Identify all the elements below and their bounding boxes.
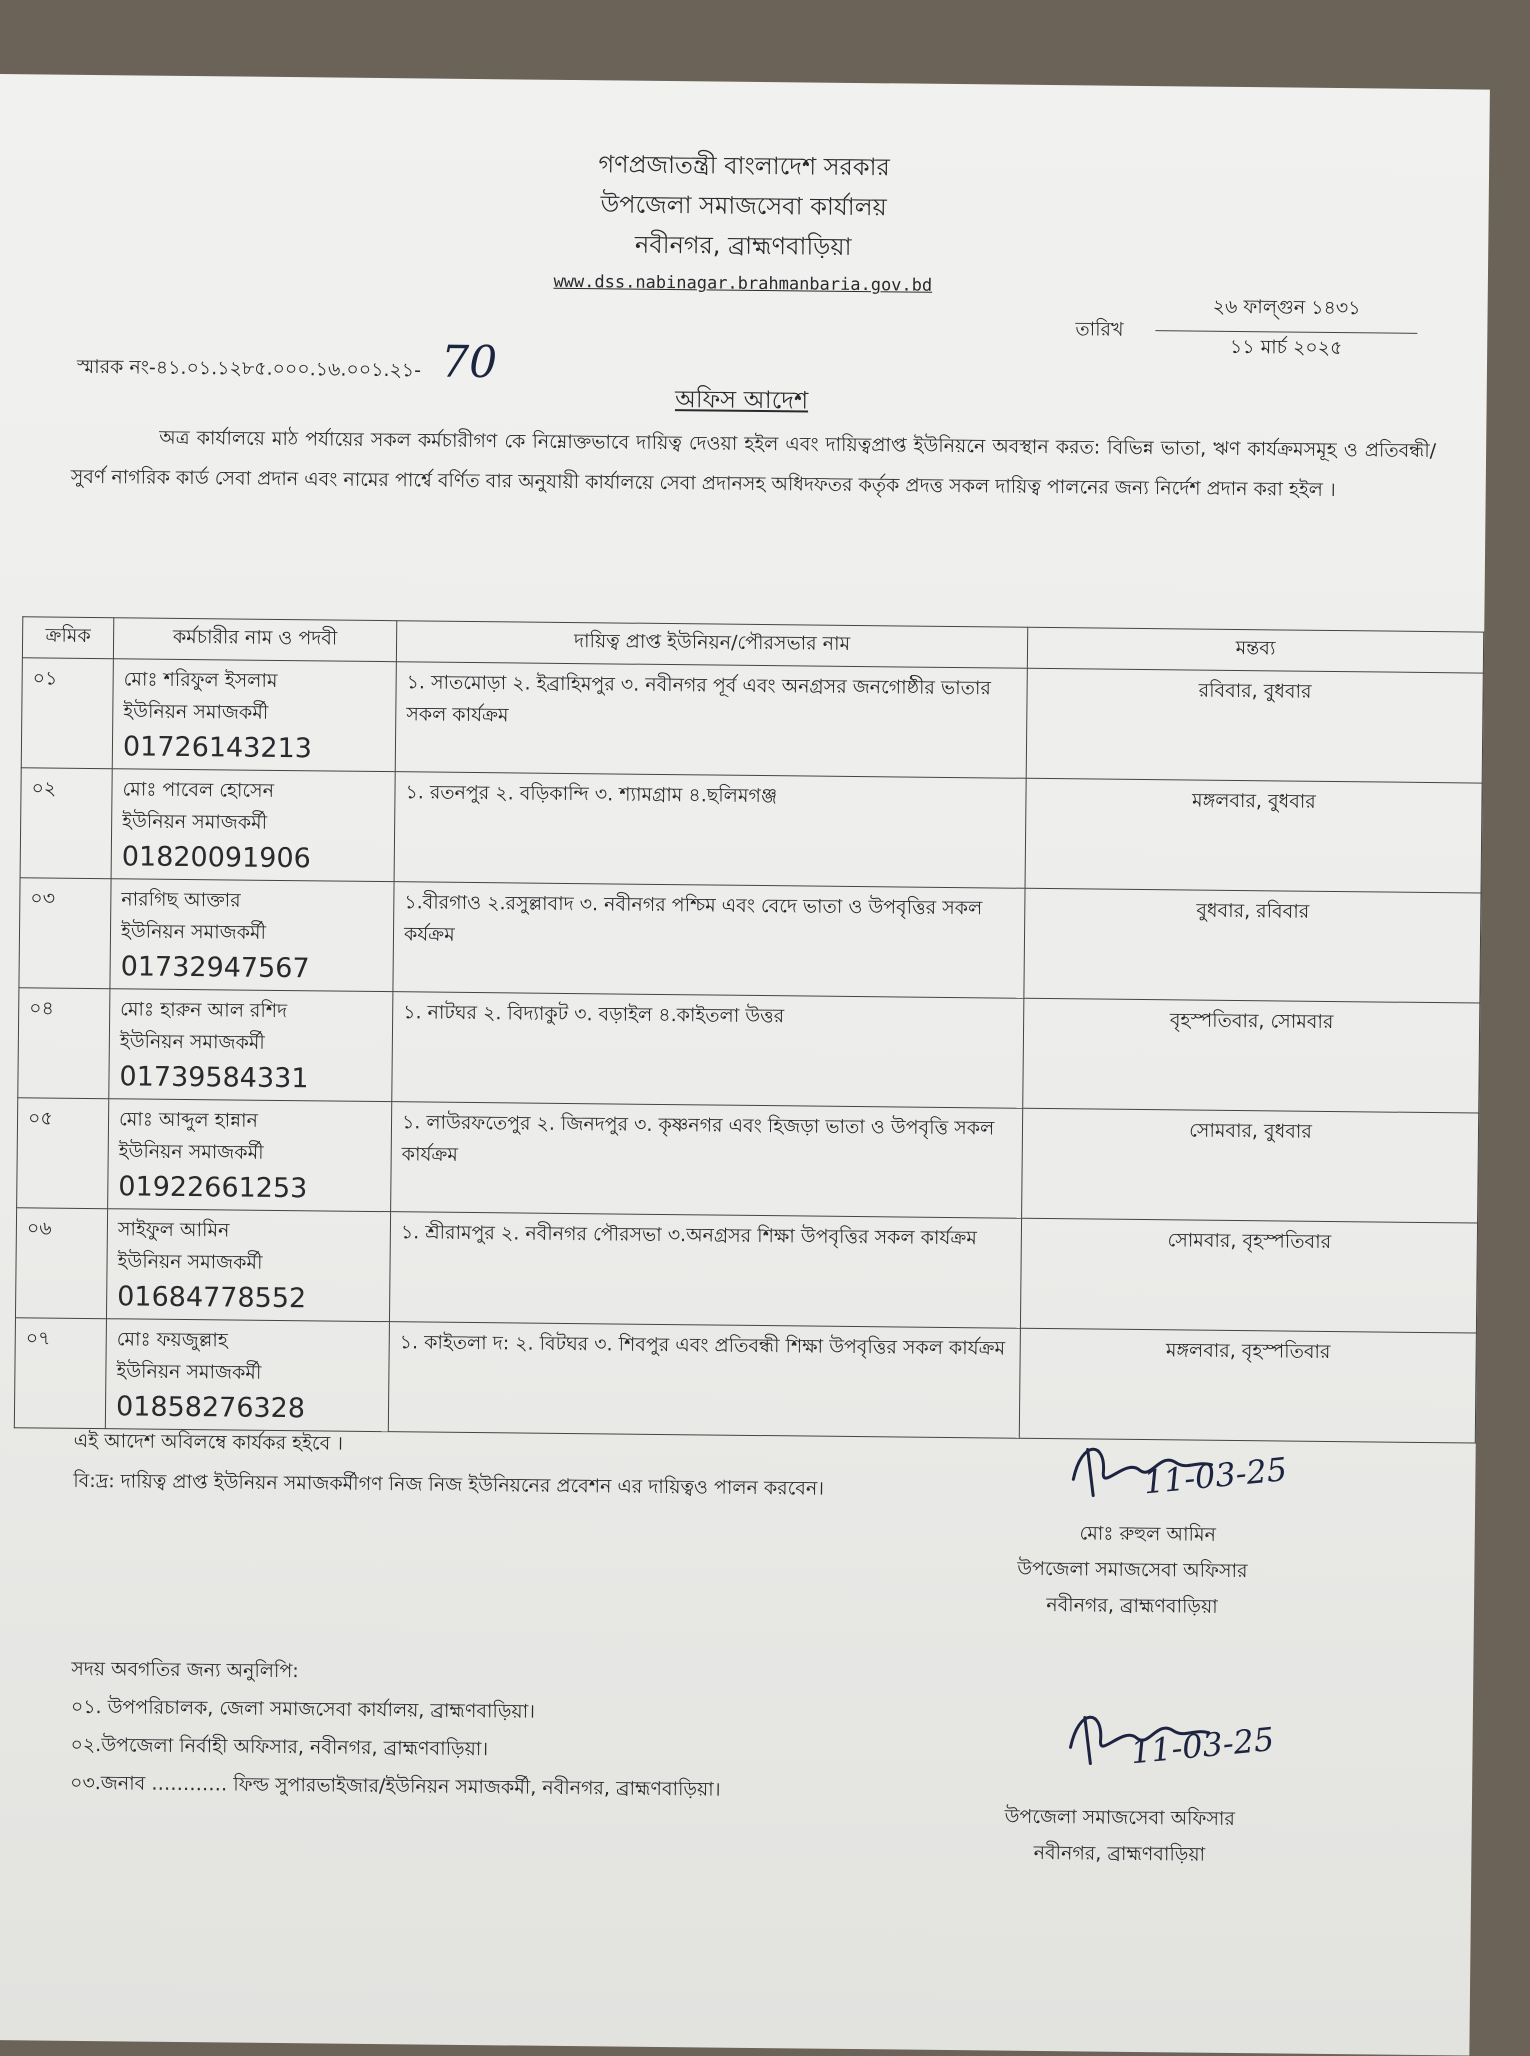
employee-phone: 01739584331 xyxy=(119,1061,309,1095)
table-row xyxy=(15,1208,1477,1333)
serial-cell: ০৭ xyxy=(14,1318,106,1429)
employee-cell xyxy=(112,659,396,772)
employee-designation: ইউনিয়ন সমাজকর্মী xyxy=(118,1140,264,1164)
employee-name: মোঃ হারুন আল রশিদ xyxy=(120,998,288,1023)
employee-phone: 01684778552 xyxy=(117,1281,307,1315)
serial-cell: ০৩ xyxy=(19,878,111,989)
employee-cell xyxy=(111,769,395,882)
table-row xyxy=(19,878,1481,1003)
memo-handwritten-number: 70 xyxy=(440,336,498,389)
col-area: দায়িত্ব প্রাপ্ত ইউনিয়ন/পৌরসভার নাম xyxy=(396,621,1027,669)
employee-name: মোঃ আব্দুল হান্নান xyxy=(118,1108,258,1132)
serial-cell: ০২ xyxy=(20,768,112,879)
assignment-table xyxy=(14,616,1484,1443)
office-name: উপজেলা সমাজসেবা কার্যালয় xyxy=(600,190,887,222)
employee-designation: ইউনিয়ন সমাজকর্মী xyxy=(116,1360,262,1384)
employee-name: মোঃ শরিফুল ইসলাম xyxy=(123,668,278,692)
employee-cell xyxy=(110,879,394,992)
col-name: কর্মচারীর নাম ও পদবী xyxy=(113,618,396,662)
employee-phone: 01820091906 xyxy=(121,841,311,875)
office-order-page xyxy=(0,74,1490,2055)
col-remarks: মন্তব্য xyxy=(1027,627,1483,673)
employee-cell xyxy=(106,1209,390,1322)
date-english: ১১ মার্চ ২০২৫ xyxy=(1229,335,1343,360)
table-row xyxy=(20,768,1482,893)
employee-designation: ইউনিয়ন সমাজকর্মী xyxy=(119,1030,265,1054)
office-location: নবীনগর, ব্রাহ্মণবাড়িয়া xyxy=(634,230,852,261)
copy-item: ০২.উপজেলা নির্বাহী অফিসার, নবীনগর, ব্রাহ্মণবাড়িয়া। xyxy=(70,1733,489,1761)
area-cell: ১. শ্রীরামপুর ২. নবীনগর পৌরসভা ৩.অনগ্রসর শিক্ষা উপবৃত্তির সকল কার্যক্রম xyxy=(389,1212,1021,1329)
employee-designation: ইউনিয়ন সমাজকর্মী xyxy=(120,920,267,944)
days-cell: বুধবার, রবিবার xyxy=(1024,888,1481,1003)
area-cell: ১. কাইতলা দ: ২. বিটঘর ৩. শিবপুর এবং প্রতিবন্ধী শিক্ষা উপবৃত্তির সকল কার্যক্রম xyxy=(388,1322,1020,1439)
serial-cell: ০৪ xyxy=(18,988,110,1099)
date-bangla: ২৬ ফাল্গুন ১৪৩১ xyxy=(1155,292,1417,334)
serial-cell: ০৬ xyxy=(15,1208,107,1319)
area-cell: ১. রতনপুর ২. বড়িকান্দি ৩. শ্যামগ্রাম ৪.ছলিমগঞ্জ xyxy=(394,772,1026,889)
officer-signature-date: 11-03-25 xyxy=(1141,1450,1289,1502)
days-cell: মঙ্গলবার, বুধবার xyxy=(1025,778,1482,893)
employee-phone: 01858276328 xyxy=(115,1391,306,1425)
footer-note: বি:দ্র: দায়িত্ব প্রাপ্ত ইউনিয়ন সমাজকর্মীগণ নিজ নিজ ইউনিয়নের প্রবেশন এর দায়িত্বও পালন করবেন। xyxy=(73,1469,825,1500)
employee-cell xyxy=(105,1319,389,1432)
officer-name: মোঃ রুহুল আমিন xyxy=(1079,1522,1217,1546)
employee-cell xyxy=(108,1099,392,1212)
employee-name: নারগিছ আক্তার xyxy=(121,888,241,912)
copies-heading: সদয় অবগতির জন্য অনুলিপি: xyxy=(71,1657,299,1683)
area-cell: ১. নাটঘর ২. বিদ্যাকুট ৩. বড়াইল ৪.কাইতলা উত্তর xyxy=(392,992,1024,1109)
memo-prefix: স্মারক নং-৪১.০১.১২৮৫.০০০.১৬.০০১.২১- xyxy=(76,355,422,382)
table-row xyxy=(18,988,1480,1113)
serial-cell: ০১ xyxy=(21,658,113,769)
col-serial: ক্রমিক xyxy=(22,617,113,659)
employee-cell xyxy=(109,989,393,1102)
officer-place: নবীনগর, ব্রাহ্মণবাড়িয়া xyxy=(1046,1594,1218,1618)
officer-title: উপজেলা সমাজসেবা অফিসার xyxy=(1017,1557,1248,1583)
days-cell: মঙ্গলবার, বৃহস্পতিবার xyxy=(1019,1328,1476,1443)
table-row xyxy=(17,1098,1479,1223)
days-cell: রবিবার, বুধবার xyxy=(1026,668,1483,783)
copy-item: ০৩.জনাব ………… ফিল্ড সুপারভাইজার/ইউনিয়ন সমাজকর্মী, নবীনগর, ব্রাহ্মণবাড়িয়া। xyxy=(69,1771,721,1801)
employee-phone: 01726143213 xyxy=(122,731,313,765)
days-cell: বৃহস্পতিবার, সোমবার xyxy=(1023,998,1480,1113)
area-cell: ১.বীরগাও ২.রসুল্লাবাদ ৩. নবীনগর পশ্চিম এবং বেদে ভাতা ও উপবৃত্তির সকল কর্যক্রম xyxy=(393,882,1025,999)
employee-phone: 01732947567 xyxy=(120,951,310,985)
serial-cell: ০৫ xyxy=(17,1098,109,1209)
table-row xyxy=(21,658,1483,783)
days-cell: সোমবার, বৃহস্পতিবার xyxy=(1020,1218,1477,1333)
effective-statement: এই আদেশ অবিলম্বে কার্যকর হইবে । xyxy=(73,1429,344,1455)
order-intro: অত্র কার্যালয়ে মাঠ পর্যায়ের সকল কর্মচারীগণ কে নিম্নোক্তভাবে দায়িত্ব দেওয়া হইল এবং দায়িত্বপ্রাপ্ত ইউনিয়নে অবস্থান করত: বিভিন্ন ভাতা, ঋণ কার্যক্রমসমূহ ও প্রতিবন্ধী/সুবর্ণ নাগরিক কার্ড সেবা প্রদান এবং নামের পার্শ্বে বর্ণিত বার অনুযায়ী কার্যালয়ে সেবা প্রদানসহ অধিদফতর কর্তৃক প্রদত্ত সকল দায়িত্ব পালনের জন্য নির্দেশ প্রদান করা হইল । xyxy=(70,426,1437,502)
employee-name: সাইফুল আমিন xyxy=(117,1218,230,1242)
copies-signature-date: 11-03-25 xyxy=(1129,1720,1276,1772)
area-cell: ১. সাতমোড়া ২. ইব্রাহিমপুর ৩. নবীনগর পূর্ব এবং অনগ্রসর জনগোষ্ঠীর ভাতার সকল কার্যক্রম xyxy=(395,662,1027,779)
employee-name: মোঃ পাবেল হোসেন xyxy=(122,778,275,802)
copies-officer-place: নবীনগর, ব্রাহ্মণবাড়িয়া xyxy=(1033,1841,1206,1866)
employee-designation: ইউনিয়ন সমাজকর্মী xyxy=(123,700,269,724)
days-cell: সোমবার, বুধবার xyxy=(1022,1108,1479,1223)
date-label: তারিখ xyxy=(1075,318,1124,341)
table-row xyxy=(14,1318,1476,1443)
order-title: অফিস আদেশ xyxy=(674,385,809,415)
employee-phone: 01922661253 xyxy=(118,1171,308,1205)
copies-officer-title: উপজেলা সমাজসেবা অফিসার xyxy=(1004,1805,1236,1831)
employee-designation: ইউনিয়ন সমাজকর্মী xyxy=(117,1250,263,1274)
govt-name: গণপ্রজাতন্ত্রী বাংলাদেশ সরকার xyxy=(598,150,890,182)
copy-item: ০১. উপপরিচালক, জেলা সমাজসেবা কার্যালয়, ব্রাহ্মণবাড়িয়া। xyxy=(70,1695,536,1723)
employee-designation: ইউনিয়ন সমাজকর্মী xyxy=(122,810,268,834)
website-link[interactable]: www.dss.nabinagar.brahmanbaria.gov.bd xyxy=(553,271,933,296)
area-cell: ১. লাউরফতেপুর ২. জিনদপুর ৩. কৃষ্ণনগর এবং হিজড়া ভাতা ও উপবৃত্তি সকল কার্যক্রম xyxy=(391,1102,1023,1219)
employee-name: মোঃ ফয়জুল্লাহ xyxy=(116,1328,228,1352)
